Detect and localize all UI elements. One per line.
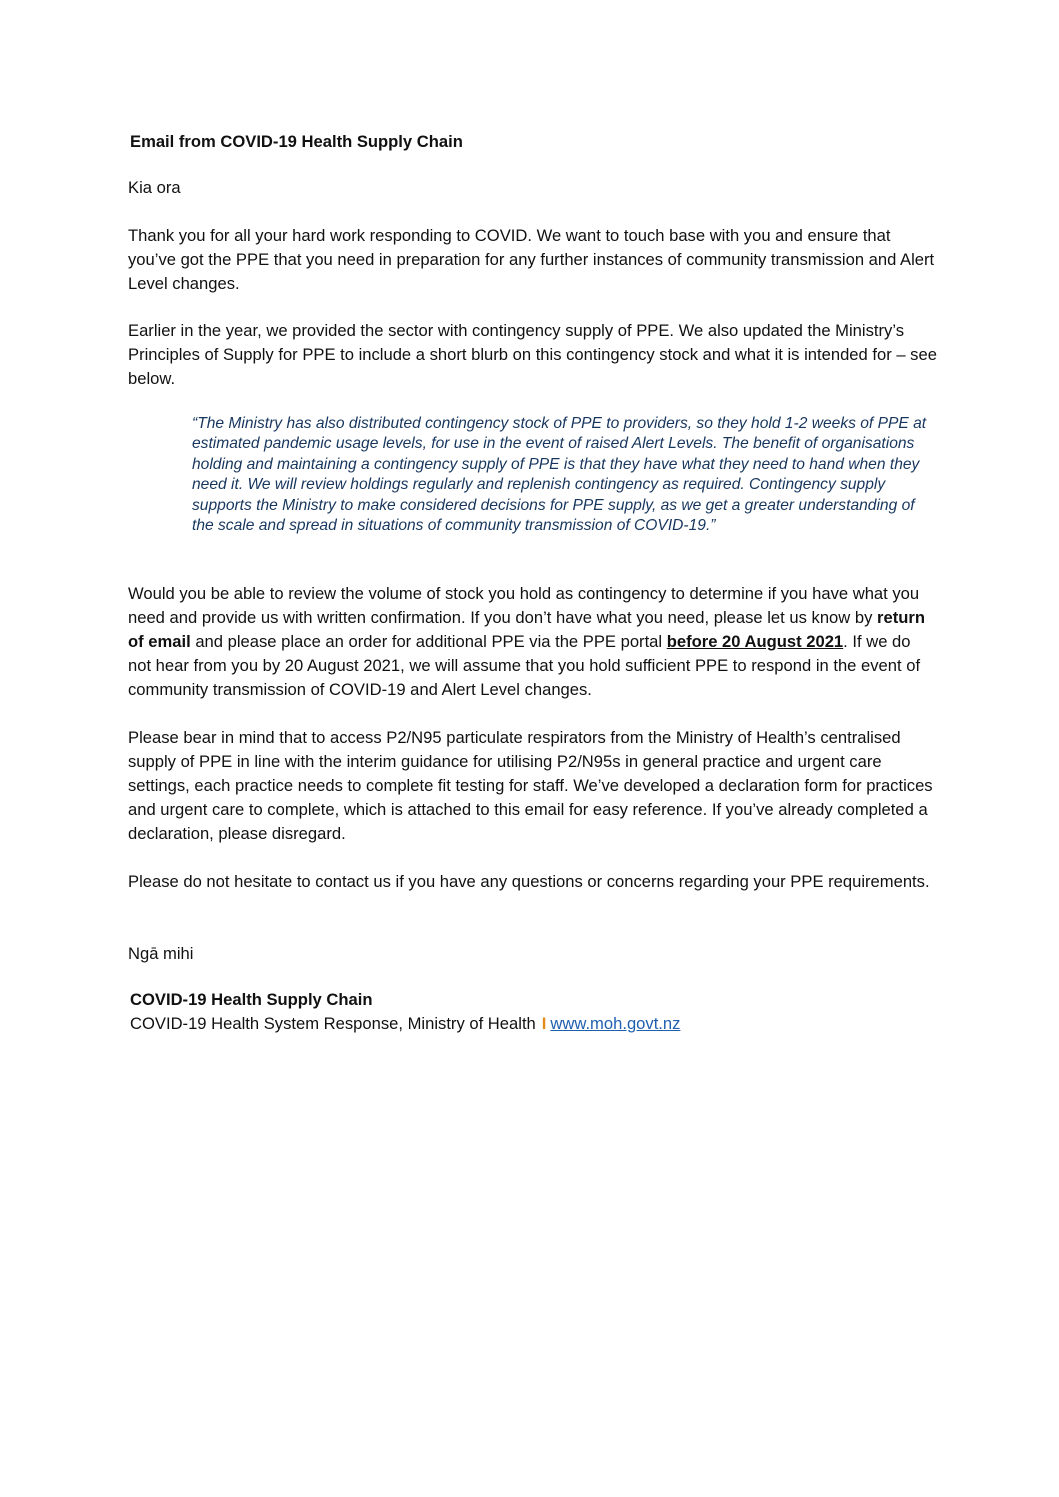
deadline-emphasis: before 20 August 2021 — [666, 632, 844, 651]
paragraph-request — [128, 582, 938, 702]
paragraph-contact: Please do not hesitate to contact us if you have any questions or concerns regarding your PPE requirements. — [128, 872, 930, 891]
signature-org: COVID-19 Health System Response, Ministry of Health — [130, 1014, 536, 1033]
website-link[interactable]: www.moh.govt.nz — [550, 1014, 681, 1033]
separator-bar: I — [541, 1014, 547, 1033]
paragraph-intro: Thank you for all your hard work responding to COVID. We want to touch base with you and ensure that you’ve got the PPE that you need in preparation for any further instances of community transmission and Alert Level changes. — [128, 226, 935, 293]
paragraph-fit-testing: Please bear in mind that to access P2/N95 particulate respirators from the Ministry of Health’s centralised supply of PPE in line with the interim guidance for utilising P2/N95s in general practice and urgent care settings, each practice needs to complete fit testing for staff. We’ve developed a declaration form for practices and urgent care to complete, which is attached to this email for easy reference. If you’ve already completed a declaration, please disregard. — [128, 728, 933, 843]
request-text-1: Would you be able to review the volume of stock you hold as contingency to determine if you have what you need and provide us with written confirmation. If you don’t have what you need, please let us know by — [128, 584, 920, 627]
request-text-3: . If we do not hear from you by 20 August 2021, we will assume that you hold sufficient PPE to respond in the event of community transmission of COVID-19 and Alert Level changes. — [128, 632, 921, 699]
return-of-email-emphasis: return of email — [128, 608, 925, 651]
greeting: Kia ora — [128, 178, 181, 197]
request-text-2: and please place an order for additional PPE via the PPE portal — [190, 632, 667, 651]
signature-name: COVID-19 Health Supply Chain — [130, 990, 373, 1009]
signoff: Ngā mihi — [128, 944, 194, 963]
quoted-principles: “The Ministry has also distributed contingency stock of PPE to providers, so they hold 1-2 weeks of PPE at estimated pandemic usage levels, for use in the event of raised Alert Levels. The benefit of organisations holding and maintaining a contingency supply of PPE is that they have what they need to hand when they need it. We will review holdings regularly and replenish contingency as required. Contingency supply supports the Ministry to make considered decisions for PPE supply, as we get a greater understanding of the scale and spread in situations of community transmission of COVID-19.” — [192, 415, 927, 535]
email-title: Email from COVID-19 Health Supply Chain — [130, 132, 463, 151]
paragraph-contingency: Earlier in the year, we provided the sector with contingency supply of PPE. We also updated the Ministry’s Principles of Supply for PPE to include a short blurb on this contingency stock and what it is intended for – see below. — [128, 321, 937, 388]
signature-line — [130, 1012, 680, 1036]
